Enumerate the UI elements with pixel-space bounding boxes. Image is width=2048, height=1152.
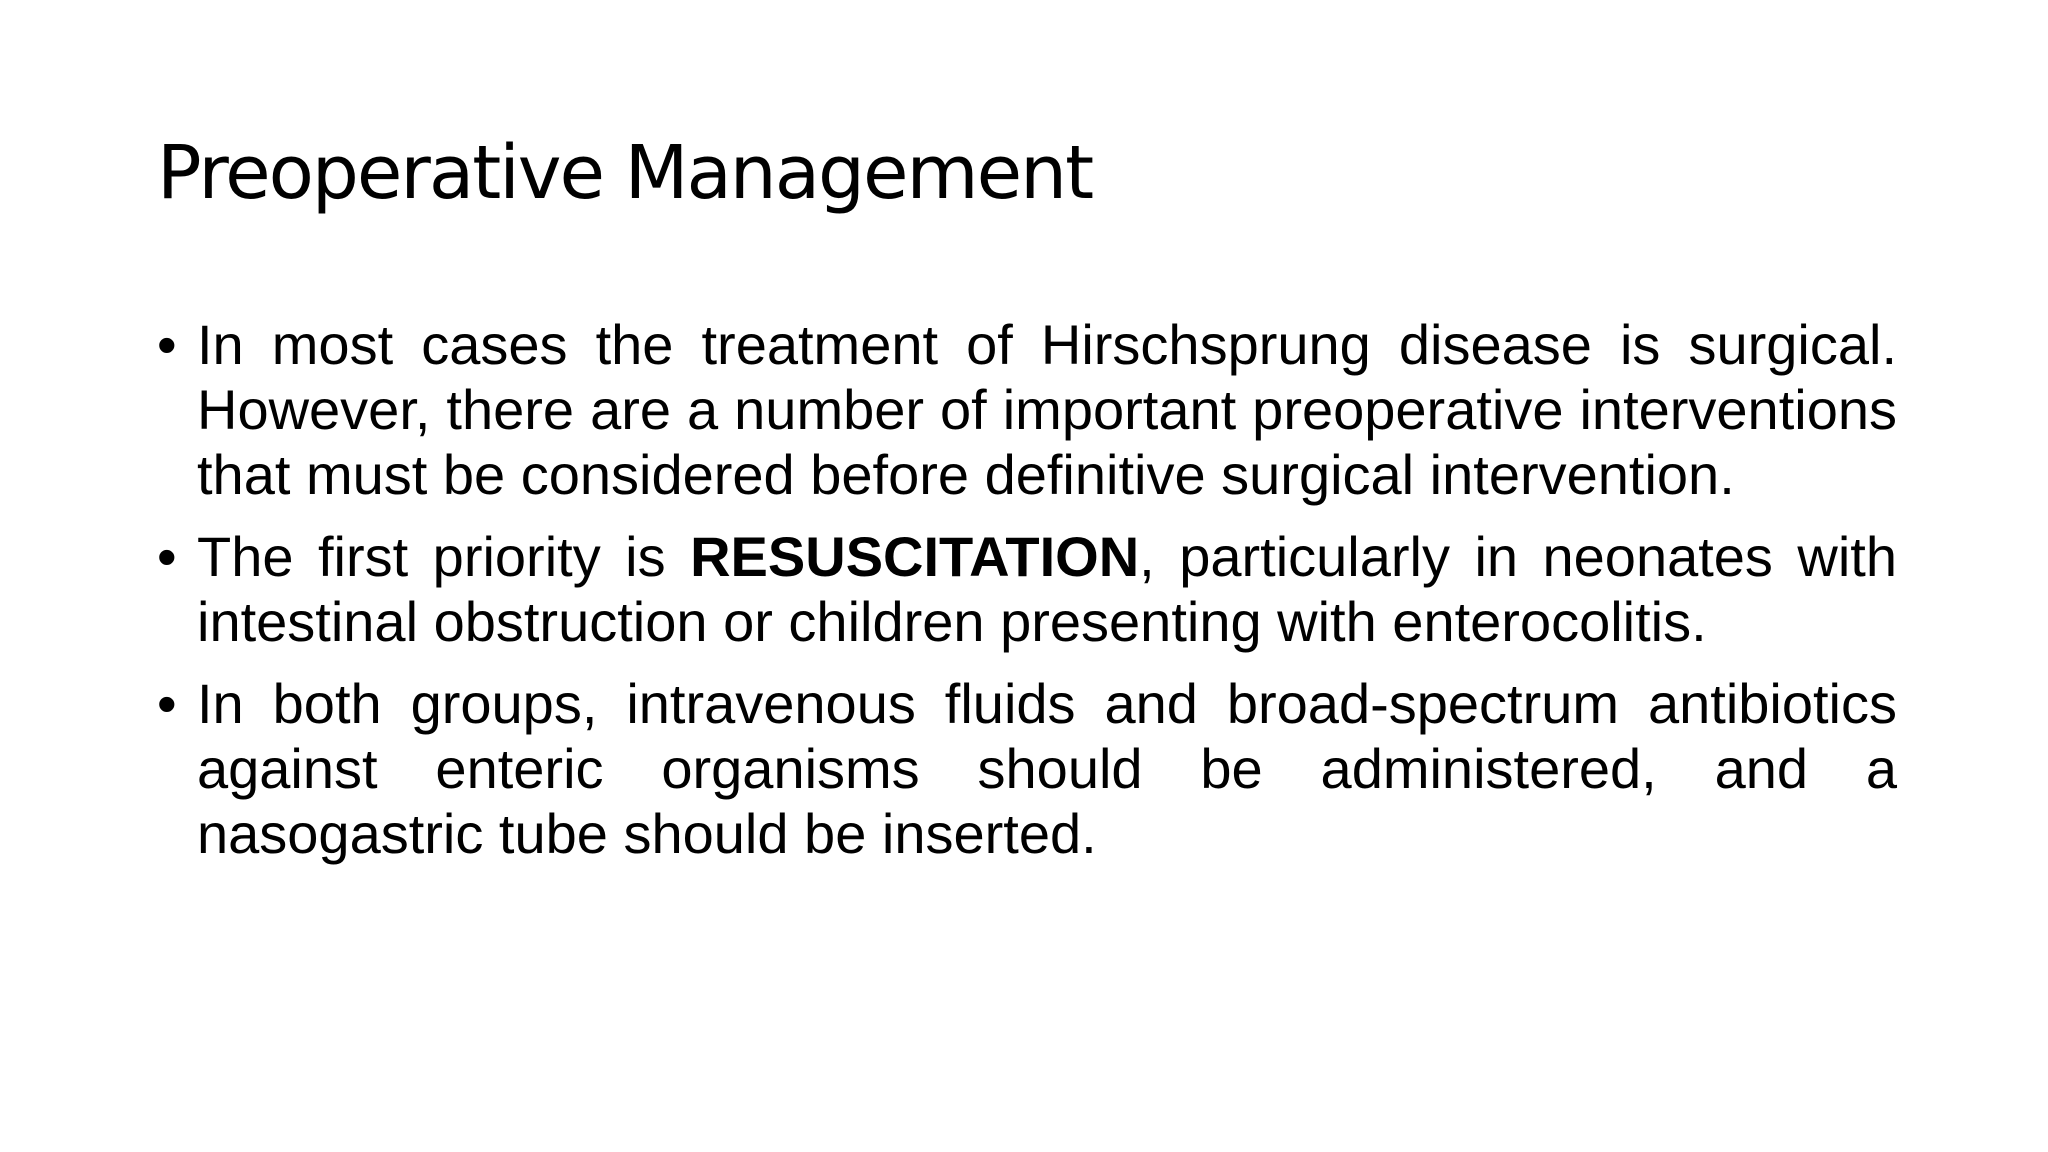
bullet-item-2: [157, 524, 1897, 654]
bullet-text: In both groups, intravenous fluids and broad-spectrum antibiotics against enteric organisms should be administered, and a nasogastric tube should be inserted.: [197, 672, 1897, 865]
bullet-marker: •: [157, 313, 177, 376]
bullet-marker: •: [157, 672, 177, 735]
bullet-text-after: , particularly in neonates with intestinal obstruction or children presenting with enterocolitis.: [197, 525, 1897, 653]
bullet-item-3: [157, 671, 1897, 866]
bullet-marker: •: [157, 525, 177, 588]
bullet-text: In most cases the treatment of Hirschsprung disease is surgical. However, there are a number of important preoperative interventions that must be considered before definitive surgical intervention.: [197, 313, 1897, 506]
slide-title: Preoperative Management: [157, 130, 1093, 216]
bullet-list: [157, 312, 1897, 883]
bullet-item-1: [157, 312, 1897, 507]
bullet-text-emphasis: RESUSCITATION: [690, 525, 1140, 588]
bullet-text-before: The first priority is: [197, 525, 691, 588]
